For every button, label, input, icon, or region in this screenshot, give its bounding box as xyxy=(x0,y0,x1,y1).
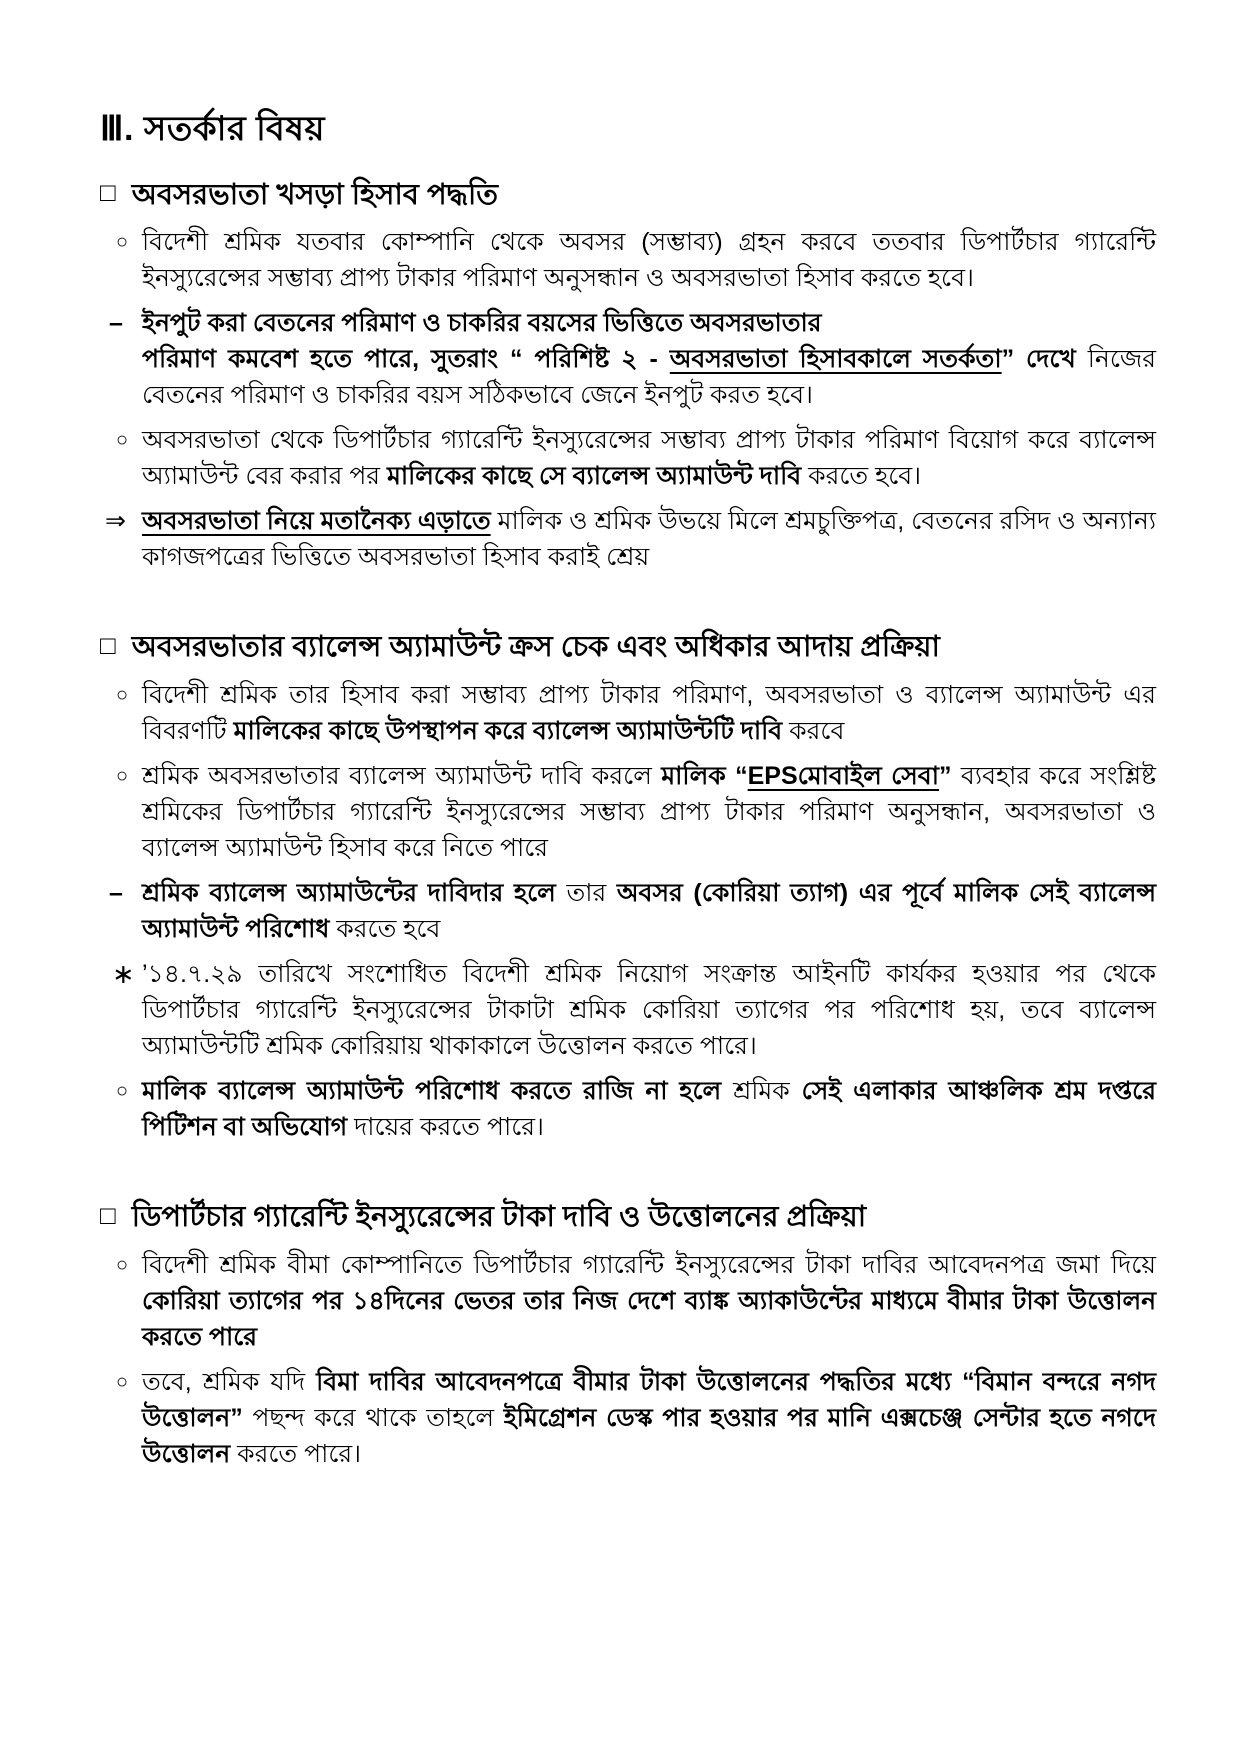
section-title xyxy=(100,629,1156,667)
text-run: EPSমোবাইল সেবা xyxy=(747,761,939,790)
text-run: নিজের বেতনের পরিমাণ ও চাকরির বয়স সঠিকভাবে জেনে ইনপুট করত হবে। xyxy=(142,345,1157,410)
page-content xyxy=(100,108,1156,1481)
section-insurance-claim xyxy=(100,1199,1156,1472)
text-run: শ্রমিক xyxy=(721,1076,802,1105)
page-title-number: Ⅲ. xyxy=(100,110,134,148)
text-run: অবসর (কোরিয়া ত্যাগ) এর পূর্বে মালিক সেই ব্যালেন্স অ্যামাউন্ট পরিশোধ xyxy=(142,878,1156,943)
square-bullet-icon: □ xyxy=(100,177,116,208)
list-item xyxy=(100,1247,1156,1355)
text-run: মালিকের কাছে উপস্থাপন করে ব্যালেন্স অ্যামাউন্টটি দাবি xyxy=(233,716,783,745)
section-title xyxy=(100,177,1156,215)
list-item xyxy=(100,956,1156,1064)
square-bullet-icon: □ xyxy=(100,630,116,661)
dash-bullet-icon: – xyxy=(109,309,123,338)
text-run: বিদেশী শ্রমিক বীমা কোম্পানিতে ডিপার্টচার গ্যারেন্টি ইনস্যুরেন্সের টাকা দাবির আবেদনপত্র জমা দিয়ে xyxy=(142,1250,1156,1279)
list-item xyxy=(100,677,1156,749)
text-run: বিদেশী শ্রমিক তার হিসাব করা সম্ভাব্য প্রাপ্য টাকার পরিমাণ, অবসরভাতা ও ব্যালেন্স অ্যামাউন্ট এর বিবরণটি xyxy=(142,680,1156,745)
list-item xyxy=(100,1073,1156,1145)
asterisk-bullet-icon: ∗ xyxy=(112,958,135,989)
list-item xyxy=(100,305,1156,413)
list-item xyxy=(100,422,1156,494)
text-run: তবে, শ্রমিক যদি xyxy=(142,1367,317,1396)
section-balance-crosscheck xyxy=(100,629,1156,1145)
text-run: কোরিয়া ত্যাগের পর ১৪দিনের ভেতর তার নিজ দেশে ব্যাঙ্ক অ্যাকাউন্টের মাধ্যমে বীমার টাকা উত্তোলন করতে পারে xyxy=(142,1286,1156,1351)
text-run: ” xyxy=(938,761,952,790)
text-run: তার xyxy=(555,878,617,907)
section-title-text: অবসরভাতা খসড়া হিসাব পদ্ধতি xyxy=(131,178,499,211)
circle-bullet-icon: ○ xyxy=(116,1079,129,1102)
circle-bullet-icon: ○ xyxy=(116,683,129,706)
section-title-text: ডিপার্টচার গ্যারেন্টি ইনস্যুরেন্সের টাকা দাবি ও উত্তোলনের প্রক্রিয়া xyxy=(131,1200,867,1233)
text-run: ” দেখে xyxy=(1001,345,1076,374)
text-run: অবসরভাতা থেকে ডিপার্টচার গ্যারেন্টি ইনস্যুরেন্সের সম্ভাব্য প্রাপ্য টাকার পরিমাণ বিয়োগ করে ব্যালেন্স অ্যামাউন্ট বের করার পর xyxy=(142,426,1156,491)
page-title-text: সতর্কার বিষয় xyxy=(143,110,326,148)
page-title xyxy=(100,108,1156,151)
text-run: পরিমাণ কমবেশ হতে পারে, সুতরাং “ পরিশিষ্ট ২ - xyxy=(142,345,670,374)
circle-bullet-icon: ○ xyxy=(116,1253,129,1276)
circle-bullet-icon: ○ xyxy=(116,764,129,787)
text-run: মালিক ব্যালেন্স অ্যামাউন্ট পরিশোধ করতে রাজি না হলে xyxy=(142,1076,722,1105)
text-run: শ্রমিক ব্যালেন্স অ্যামাউন্টের দাবিদার হলে xyxy=(142,878,556,907)
square-bullet-icon: □ xyxy=(100,1199,116,1230)
section-title-text: অবসরভাতার ব্যালেন্স অ্যামাউন্ট ক্রস চেক এবং অধিকার আদায় প্রক্রিয়া xyxy=(131,631,940,664)
list-item xyxy=(100,503,1156,575)
list-item xyxy=(100,875,1156,947)
section-draft-calculation xyxy=(100,177,1156,576)
text-run: ইনপুট করা বেতনের পরিমাণ ও চাকরির বয়সের ভিত্তিতে অবসরভাতার xyxy=(142,309,822,338)
text-run: বিমা দাবির আবেদনপত্রে বীমার টাকা উত্তোলনের পদ্ধতির মধ্যে “বিমান বন্দরে নগদ উত্তোলন” xyxy=(142,1367,1156,1432)
text-run: করতে পারে। xyxy=(230,1439,362,1468)
arrow-bullet-icon: ⇒ xyxy=(105,507,126,536)
circle-bullet-icon: ○ xyxy=(116,231,129,254)
circle-bullet-icon: ○ xyxy=(116,1370,129,1393)
circle-bullet-icon: ○ xyxy=(116,429,129,452)
text-run: ব্যবহার করে সংশ্লিষ্ট শ্রমিকের ডিপার্টচার গ্যারেন্টি ইনস্যুরেন্সের সম্ভাব্য প্রাপ্য টাকার পরিমাণ অনুসন্ধান, অবসরভাতা ও ব্যালেন্স অ্যামাউন্ট হিসাব করে নিতে পারে xyxy=(142,761,1157,862)
text-run: বিদেশী শ্রমিক যতবার কোম্পানি থেকে অবসর (সম্ভাব্য) গ্রহন করবে ততবার ডিপার্টচার গ্যারেন্টি ইনস্যুরেন্সের সম্ভাব্য প্রাপ্য টাকার পরিমাণ অনুসন্ধান ও অবসরভাতা হিসাব করতে হবে। xyxy=(142,228,1156,293)
text-run: অবসরভাতা হিসাবকালে সতর্কতা xyxy=(669,345,1002,374)
text-run: পছন্দ করে থাকে তাহলে xyxy=(242,1403,504,1432)
section-title xyxy=(100,1199,1156,1237)
text-run: মালিক ও শ্রমিক উভয়ে মিলে শ্রমচুক্তিপত্র, বেতনের রসিদ ও অন্যান্য কাগজপত্রের ভিত্তিতে অবসরভাতা হিসাব করাই শ্রেয় xyxy=(142,507,1156,572)
text-run: করবে xyxy=(782,716,845,745)
text-run: মালিক “ xyxy=(661,761,748,790)
list-item xyxy=(100,224,1156,296)
text-run: দায়ের করতে পারে। xyxy=(347,1112,544,1141)
list-item xyxy=(100,1364,1156,1472)
text-run: করতে হবে। xyxy=(801,462,922,491)
text-run: ইমিগ্রেশন ডেস্ক পার হওয়ার পর মানি এক্সচেঞ্জ সেন্টার হতে নগদে উত্তোলন xyxy=(142,1403,1156,1468)
text-run: মালিকের কাছে সে ব্যালেন্স অ্যামাউন্ট দাবি xyxy=(386,462,802,491)
text-run: শ্রমিক অবসরভাতার ব্যালেন্স অ্যামাউন্ট দাবি করলে xyxy=(142,761,662,790)
text-run: করতে হবে xyxy=(329,914,441,943)
text-run: অবসরভাতা নিয়ে মতানৈক্য এড়াতে xyxy=(142,507,491,536)
text-run: ’১৪.৭.২৯ তারিখে সংশোধিত বিদেশী শ্রমিক নিয়োগ সংক্রান্ত আইনটি কার্যকর হওয়ার পর থেকে ডিপার্টচার গ্যারেন্টি ইনস্যুরেন্সের টাকাটা শ্রমিক কোরিয়া ত্যাগের পর পরিশোধ হয়, তবে ব্যালেন্স অ্যামাউন্টটি শ্রমিক কোরিয়ায় থাকাকালে উত্তোলন করতে পারে। xyxy=(142,959,1156,1060)
dash-bullet-icon: – xyxy=(109,878,123,907)
list-item xyxy=(100,758,1156,866)
text-run: সেই এলাকার আঞ্চলিক শ্রম দপ্তরে পিটিশন বা অভিযোগ xyxy=(142,1076,1156,1141)
